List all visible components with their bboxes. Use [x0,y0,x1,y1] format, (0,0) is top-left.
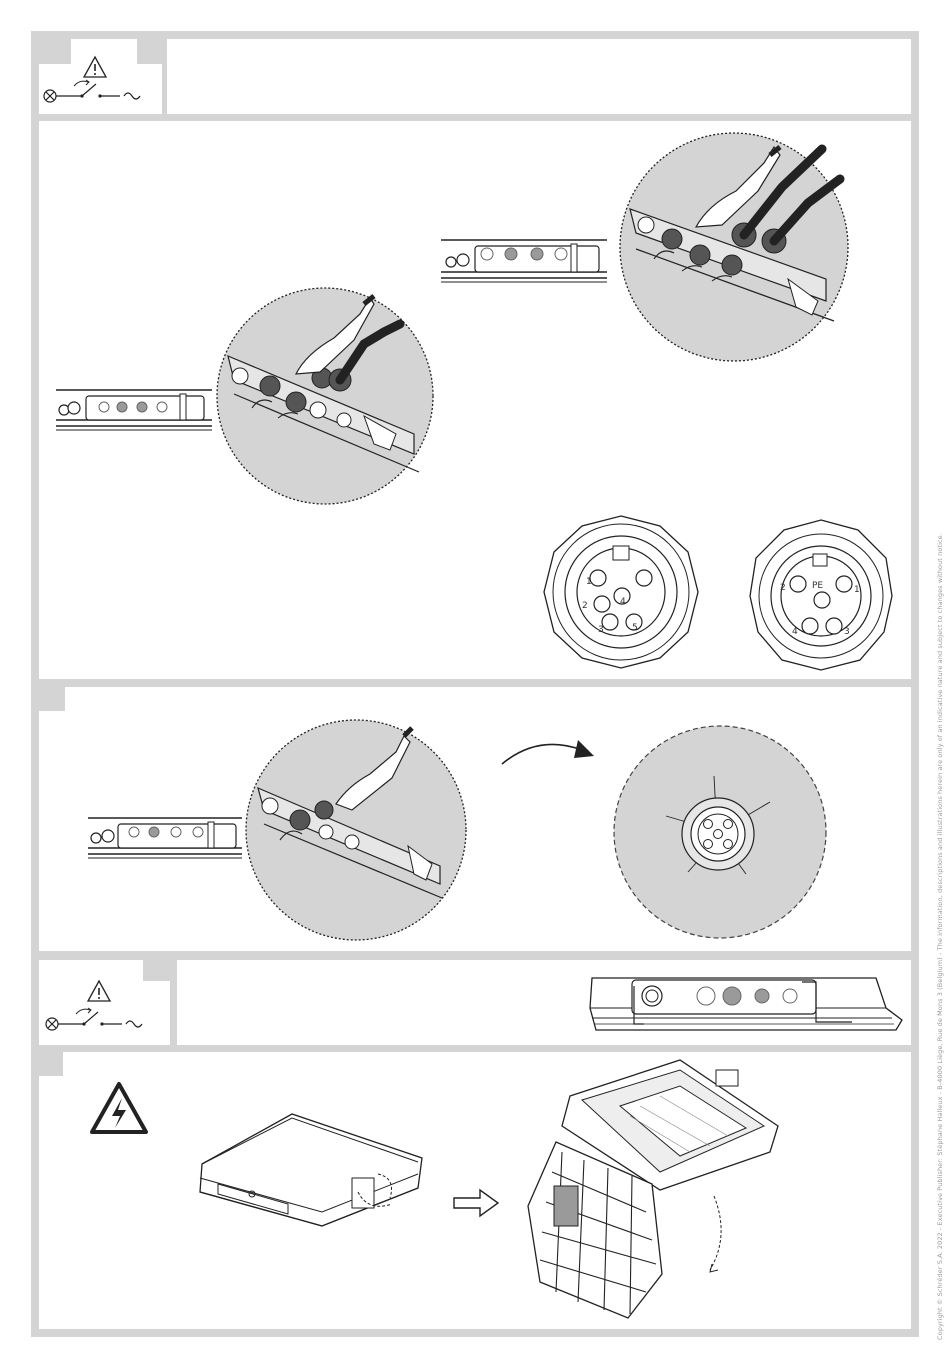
right-arrow-curved [498,734,598,770]
connector-left-pin-4: 4 [620,597,626,607]
connector-strip-section-2 [88,816,246,862]
connector-right-pin-2: 2 [780,583,786,593]
high-voltage-icon [88,1080,150,1136]
zoom-detail-plug-1 [214,284,436,508]
connector-right-pin-3: 3 [844,627,850,637]
luminaire-closed [192,1108,432,1232]
connector-left-pin-3: 3 [598,625,604,635]
copyright-notice: Copyright © Schréder S.A. 2022 - Executive Publisher: Stéphane Halleux - B-4000 Liège, Rue de Mons 3 (Belgium) - The information, descriptions and illustrations herein are only of an indicative nature and subject to changes without notice. [936,533,944,1340]
connector-strip-right [441,238,611,284]
connector-right-pin-pe: PE [812,581,824,591]
connector-face-male [748,518,894,672]
zoom-detail-connector-rotated [612,724,828,940]
connector-left-pin-1: 1 [586,577,592,587]
zoom-detail-plug-2 [612,129,856,365]
power-switch-off-icon [40,80,148,110]
warning-triangle-icon [82,55,108,79]
connector-right-pin-1: 1 [854,585,860,595]
connector-right-pin-4: 4 [792,627,798,637]
right-arrow-icon [452,1188,502,1218]
power-switch-off-icon-2 [42,1008,150,1038]
zoom-detail-plug-3 [244,716,468,944]
luminaire-open [520,1056,780,1324]
connector-left-pin-5: 5 [632,623,638,633]
connector-strip-left [56,388,216,434]
section-1-header-panel [167,39,911,114]
connector-left-pin-2: 2 [582,601,588,611]
luminaire-side-view [586,972,906,1036]
warning-triangle-icon-2 [86,979,112,1003]
connector-face-female [540,512,702,672]
